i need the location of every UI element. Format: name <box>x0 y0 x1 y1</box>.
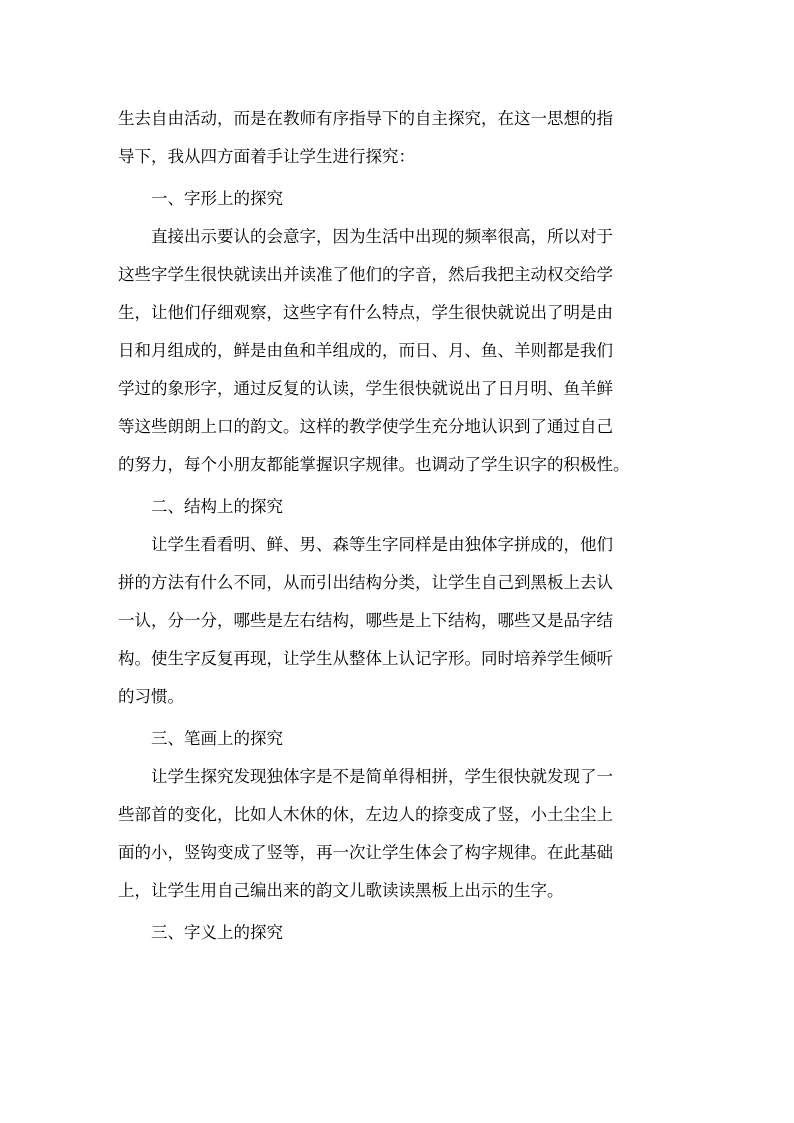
document-body <box>118 100 678 952</box>
body-text-line: 构。使生字反复再现，让学生从整体上认记字形。同时培养学生倾听 <box>118 649 613 668</box>
body-text-line: 的努力，每个小朋友都能掌握识字规律。也调动了学生识字的积极性。 <box>118 455 630 474</box>
body-text-line: 上，让学生用自己编出来的韵文儿歌读读黑板上出示的生字。 <box>118 881 564 900</box>
body-text-line: 生去自由活动，而是在教师有序指导下的自主探究，在这一思想的指 <box>118 109 613 128</box>
section-heading: 三、笔画上的探究 <box>151 729 283 748</box>
body-text-line: 直接出示要认的会意字，因为生活中出现的频率很高，所以对于 <box>151 227 613 246</box>
body-text-line: 这些字学生很快就读出并读准了他们的字音，然后我把主动权交给学 <box>118 265 613 284</box>
body-text-line: 面的小，竖钩变成了竖等，再一次让学生体会了构字规律。在此基础 <box>118 843 613 862</box>
body-text-line: 拼的方法有什么不同，从而引出结构分类，让学生自己到黑板上去认 <box>118 573 613 592</box>
section-heading: 三、字义上的探究 <box>151 923 283 942</box>
section-heading: 二、结构上的探究 <box>151 497 283 516</box>
body-text-line: 日和月组成的，鲜是由鱼和羊组成的，而日、月、鱼、羊则都是我们 <box>118 341 613 360</box>
body-text-line: 等这些朗朗上口的韵文。这样的教学使学生充分地认识到了通过自己 <box>118 417 613 436</box>
body-text-line: 导下，我从四方面着手让学生进行探究： <box>118 147 415 166</box>
body-text-line: 让学生探究发现独体字是不是简单得相拼，学生很快就发现了一 <box>151 767 613 786</box>
body-text-line: 让学生看看明、鲜、男、森等生字同样是由独体字拼成的，他们 <box>151 535 613 554</box>
body-text-line: 些部首的变化，比如人木休的休，左边人的捺变成了竖，小土尘尘上 <box>118 805 613 824</box>
body-text-line: 生，让他们仔细观察，这些字有什么特点，学生很快就说出了明是由 <box>118 303 613 322</box>
body-text-line: 一认，分一分，哪些是左右结构，哪些是上下结构，哪些又是品字结 <box>118 611 613 630</box>
section-heading: 一、字形上的探究 <box>151 189 283 208</box>
body-text-line: 学过的象形字，通过反复的认读，学生很快就说出了日月明、鱼羊鲜 <box>118 379 613 398</box>
body-text-line: 的习惯。 <box>118 687 184 706</box>
